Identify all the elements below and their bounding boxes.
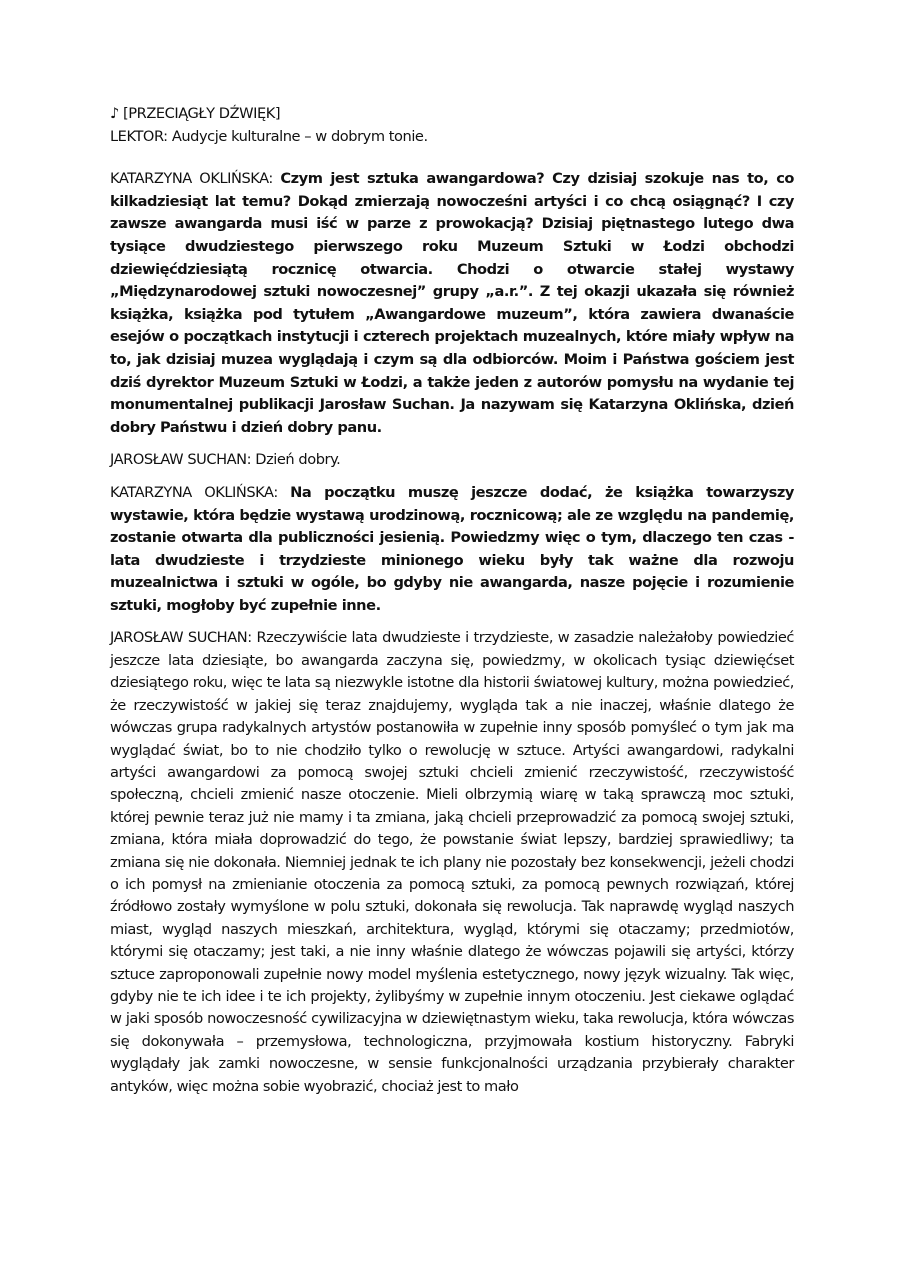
paragraph-oklinska-intro [110, 168, 794, 439]
speaker-label: KATARZYNA OKLIŃSKA: [110, 170, 281, 188]
lektor-line [110, 126, 794, 149]
intro-block [110, 103, 794, 148]
speech-text: Rzeczywiście lata dwudzieste i trzydzieste, w zasadzie należałoby powiedzieć jeszcze lata dziesiąte, bo awangarda zaczyna się, powiedzmy, w okolicach tysiąc dziewięćset dziesiątego roku, więc te lata są niezwykle istotne dla historii światowej kultury, można powiedzieć, że rzeczywistość w jakiej się teraz znajdujemy, wygląda tak a nie inaczej, właśnie dlatego że wówczas grupa radykalnych artystów postanowiła w zupełnie inny sposób pomyśleć o tym jak ma wyglądać świat, bo to nie chodziło tylko o rewolucję w sztuce. Artyści awangardowi, radykalni artyści awangardowi za pomocą swojej sztuki chcieli zmienić rzeczywistość, rzeczywistość społeczną, chcieli zmienić nasze otoczenie. Mieli olbrzymią wiarę w taką sprawczą moc sztuki, której pewnie teraz już nie mamy i ta zmiana, jaką chcieli przeprowadzić za pomocą swojej sztuki, zmiana, która miała doprowadzić do tego, że powstanie świat lepszy, bardziej sprawiedliwy; ta zmiana się nie dokonała. Niemniej jednak te ich plany nie pozostały bez konsekwencji, jeżeli chodzi o ich pomysł na zmienianie otoczenia za pomocą sztuki, za pomocą pewnych rozwiązań, której źródłowo zostały wymyślone w polu sztuki, dokonała się rewolucja. Tak naprawdę wygląd naszych miast, wygląd naszych mieszkań, architektura, wygląd, którymi się otaczamy; przedmiotów, którymi się otaczamy; jest taki, a nie inny właśnie dlatego że wówczas pojawili się artyści, którzy sztuce zaproponowali zupełnie nowy model myślenia estetycznego, nowy język wizualny. Tak więc, gdyby nie te ich idee i te ich projekty, żylibyśmy w zupełnie innym otoczeniu. Jest ciekawe oglądać w jaki sposób nowoczesność cywilizacyjna w dziewiętnastym wieku, taka rewolucja, która wówczas się dokonywała – przemysłowa, technologiczna, przyjmowała kostium historyczny. Fabryki wyglądały jak zamki nowoczesne, w sensie funkcjonalności urządzania przybierały charakter antyków, więc można sobie wyobrazić, chociaż jest to mało [110, 629, 794, 1095]
lektor-text: Audycje kulturalne – w dobrym tonie. [167, 127, 428, 145]
speech-text: Czym jest sztuka awangardowa? Czy dzisiaj szokuje nas to, co kilkadziesiąt lat temu? Dokąd zmierzają nowocześni artyści i co chcą osiągnąć? I czy zawsze awangarda musi iść w parze z prowokacją? Dzisiaj piętnastego lutego dwa tysiące dwudziestego pierwszego roku Muzeum Sztuki w Łodzi obchodzi dziewięćdziesiątą rocznicę otwarcia. Chodzi o otwarcie stałej wystawy „Międzynarodowej sztuki nowoczesnej” grupy „a.r.”. Z tej okazji ukazała się również książka, książka pod tytułem „Awangardowe muzeum”, która zawiera dwanaście esejów o początkach instytucji i czterech projektach muzealnych, które miały wpływ na to, jak dzisiaj muzea wyglądają i czym są dla odbiorców. Moim i Państwa gościem jest dziś dyrektor Muzeum Sztuki w Łodzi, a także jeden z autorów pomysłu na wydanie tej monumentalnej publikacji Jarosław Suchan. Ja nazywam się Katarzyna Oklińska, dzień dobry Państwu i dzień dobry panu. [110, 170, 794, 436]
lektor-speaker: LEKTOR: [110, 127, 168, 145]
speech-text: Na początku muszę jeszcze dodać, że książka towarzyszy wystawie, która będzie wystawą urodzinową, rocznicową; ale ze względu na pandemię, zostanie otwarta dla publiczności jesienią. Powiedzmy więc o tym, dlaczego ten czas - lata dwudzieste i trzydzieste minionego wieku były tak ważne dla rozwoju muzealnictwa i sztuki w ogóle, bo gdyby nie awangarda, nasze pojęcie i rozumienie sztuki, mogłoby być zupełnie inne. [110, 483, 794, 614]
speaker-label: JAROSŁAW SUCHAN: [110, 451, 256, 469]
paragraph-oklinska-question [110, 482, 794, 618]
paragraph-suchan-answer [110, 627, 794, 1098]
paragraph-suchan-greeting [110, 449, 794, 472]
sound-cue: ♪ [PRZECIĄGŁY DŹWIĘK] [110, 105, 281, 122]
speaker-label: KATARZYNA OKLIŃSKA: [110, 483, 291, 501]
speech-text: Dzień dobry. [255, 451, 341, 469]
transcript-body [110, 103, 794, 1108]
speaker-label: JAROSŁAW SUCHAN: [110, 629, 257, 647]
